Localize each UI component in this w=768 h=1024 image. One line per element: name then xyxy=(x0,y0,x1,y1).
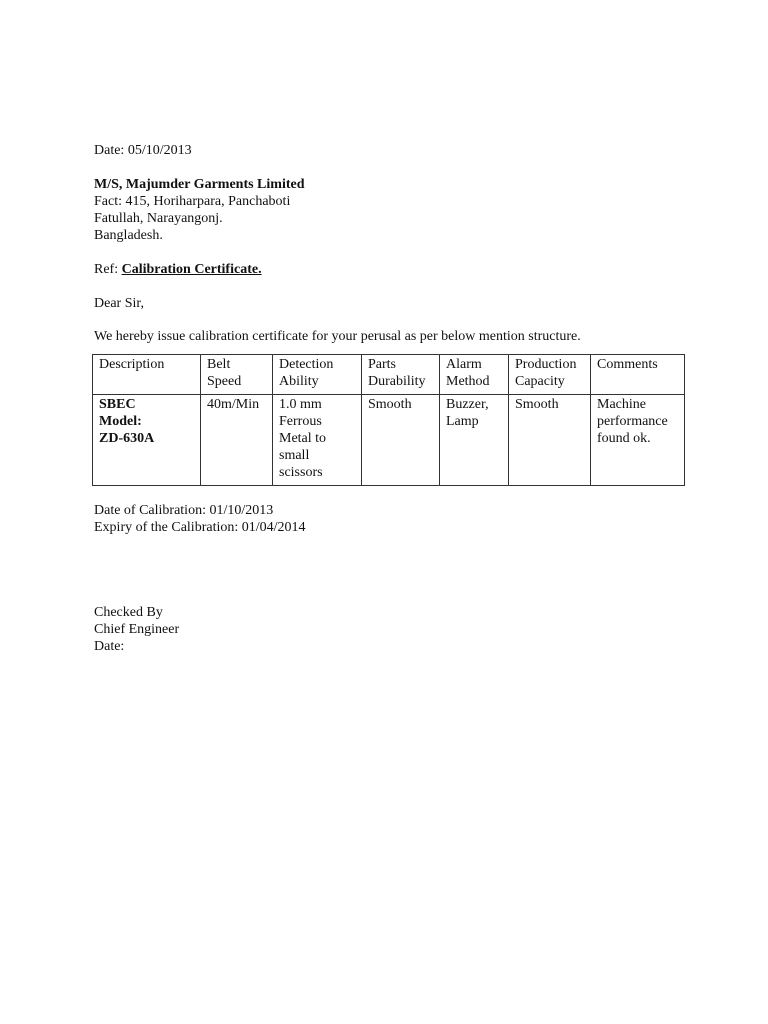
letter-page xyxy=(94,142,694,655)
cell-description: SBEC Model: ZD-630A xyxy=(93,395,201,486)
header-description: Description xyxy=(93,355,201,395)
table-header-row xyxy=(93,355,685,395)
cell-detection-ability: 1.0 mm Ferrous Metal to small scissors xyxy=(273,395,362,486)
cell-production-capacity: Smooth xyxy=(509,395,591,486)
recipient-block xyxy=(94,176,694,244)
intro-paragraph: We hereby issue calibration certificate for your perusal as per below mention structure. xyxy=(94,329,581,344)
reference-label: Ref: xyxy=(94,262,119,277)
recipient-address-2: Fatullah, Narayangonj. xyxy=(94,211,223,226)
recipient-name: M/S, Majumder Garments Limited xyxy=(94,177,305,192)
letter-date: Date: 05/10/2013 xyxy=(94,143,192,158)
signature-date: Date: xyxy=(94,639,125,654)
cell-alarm-method: Buzzer, Lamp xyxy=(440,395,509,486)
header-parts-durability: Parts Durability xyxy=(362,355,440,395)
expiry-of-calibration: Expiry of the Calibration: 01/04/2014 xyxy=(94,520,306,535)
table-row xyxy=(93,395,685,486)
signature-block xyxy=(94,604,694,655)
cell-comments: Machine performance found ok. xyxy=(591,395,685,486)
signatory-title: Chief Engineer xyxy=(94,622,180,637)
recipient-country: Bangladesh. xyxy=(94,228,163,243)
calibration-dates xyxy=(94,502,694,536)
recipient-address-1: Fact: 415, Horiharpara, Panchaboti xyxy=(94,194,291,209)
header-belt-speed: Belt Speed xyxy=(201,355,273,395)
cell-belt-speed: 40m/Min xyxy=(201,395,273,486)
header-comments: Comments xyxy=(591,355,685,395)
calibration-table xyxy=(92,354,685,486)
header-detection-ability: Detection Ability xyxy=(273,355,362,395)
salutation: Dear Sir, xyxy=(94,296,144,311)
cell-parts-durability: Smooth xyxy=(362,395,440,486)
date-of-calibration: Date of Calibration: 01/10/2013 xyxy=(94,503,274,518)
reference-line xyxy=(94,261,694,278)
header-production-capacity: Production Capacity xyxy=(509,355,591,395)
reference-subject: Calibration Certificate. xyxy=(121,262,262,277)
checked-by: Checked By xyxy=(94,605,163,620)
header-alarm-method: Alarm Method xyxy=(440,355,509,395)
